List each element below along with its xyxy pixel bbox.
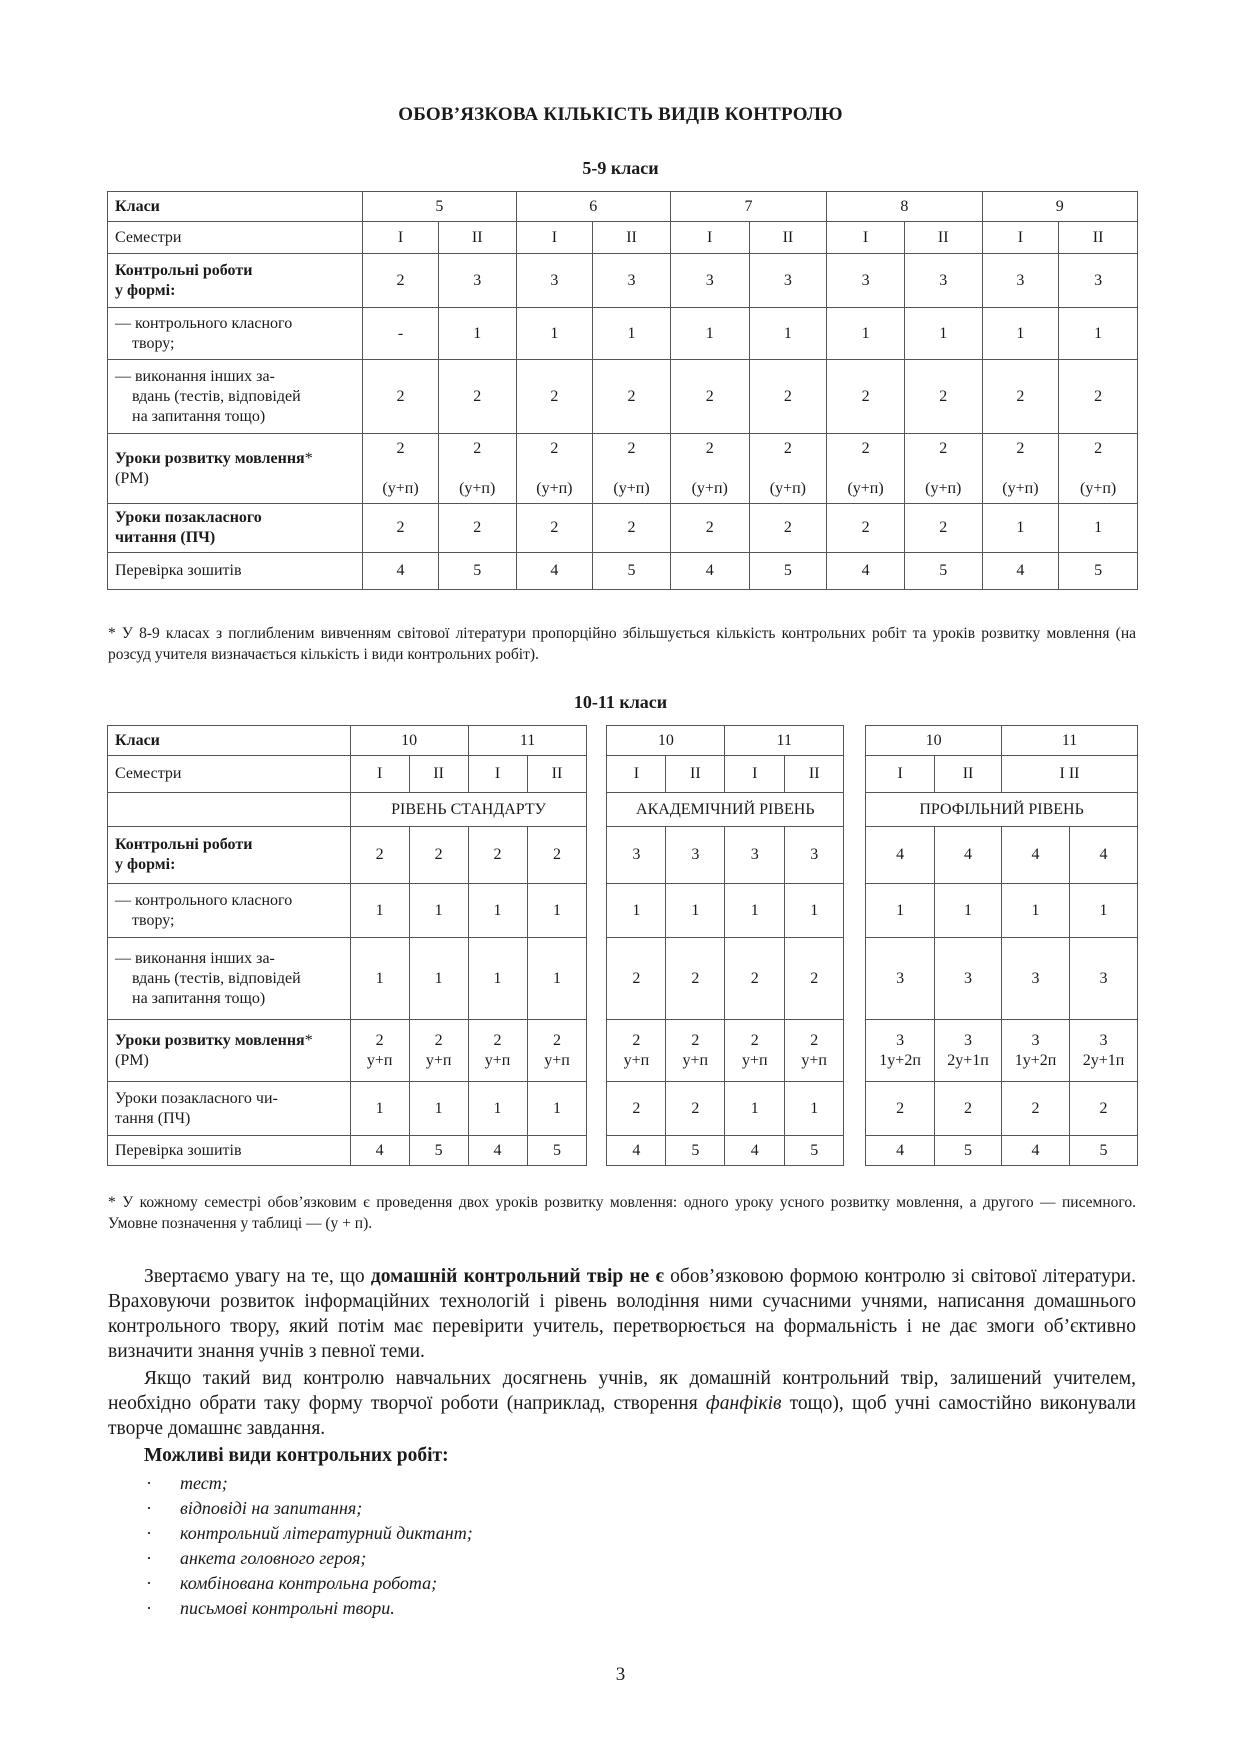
value-cell: 2 — [904, 504, 982, 553]
level-academic: АКАДЕМІЧНИЙ РІВЕНЬ — [607, 793, 844, 827]
column-gap — [587, 793, 607, 827]
value-cell: 2 (у+п) — [593, 434, 671, 504]
value-cell: 2 — [593, 504, 671, 553]
value-cell: 2 — [516, 360, 593, 434]
value-cell: 3 2у+1п — [935, 1020, 1002, 1082]
value-cell: 1 — [350, 938, 409, 1020]
value-cell: 3 — [866, 938, 935, 1020]
value-cell: 2 у+п — [468, 1020, 527, 1082]
table-row — [108, 1082, 1138, 1136]
value-cell: 1 — [785, 884, 844, 938]
semester-cell: II — [904, 222, 982, 254]
value-cell: 3 2у+1п — [1069, 1020, 1137, 1082]
table1-heading: 5-9 класи — [582, 158, 659, 178]
value-cell: 1 — [1002, 884, 1070, 938]
value-cell: 1 — [468, 1082, 527, 1136]
semester-cell: II — [409, 756, 468, 793]
value-cell: 4 — [468, 1136, 527, 1166]
value-cell: 2 — [749, 504, 827, 553]
table-row — [108, 1020, 1138, 1082]
bullet-icon: · — [146, 1523, 152, 1543]
row-label-pch: Уроки позакласного читання (ПЧ) — [108, 504, 363, 553]
semester-cell: I — [363, 222, 439, 254]
value-cell: 2 — [935, 1082, 1002, 1136]
row-label-pch: Уроки позакласного чи- тання (ПЧ) — [108, 1082, 351, 1136]
row-label-other: — виконання інших за- вдань (тестів, відповідей на запитання тощо) — [108, 360, 363, 434]
column-gap — [844, 884, 866, 938]
table-row — [108, 222, 1138, 254]
column-gap — [844, 1020, 866, 1082]
semester-cell: I — [827, 222, 905, 254]
value-cell: 2 у+п — [607, 1020, 666, 1082]
value-cell: 5 — [666, 1136, 725, 1166]
value-cell: 1 — [516, 308, 593, 360]
value-cell: 1 — [468, 884, 527, 938]
value-cell: 2 (у+п) — [827, 434, 905, 504]
class-cell: 8 — [827, 192, 982, 222]
value-cell: 3 1у+2п — [1002, 1020, 1070, 1082]
value-cell: 2 (у+п) — [904, 434, 982, 504]
semester-cell: II — [749, 222, 827, 254]
class-cell: 11 — [1002, 726, 1138, 756]
value-cell: 4 — [1002, 827, 1070, 884]
paragraph-homework-essay: Звертаємо увагу на те, що домашній контрольний твір не є обов’язковою формою контролю зі світової літератури. Враховуючи розвиток інформаційних технологій і рівень володіння ними сучасними учнями, написання домашнього контрольного твору, який потім має перевірити учитель, перетворюється на формальність і не дає змоги об’єктивно визначити знання учнів з певної теми. — [108, 1266, 1136, 1362]
semester-cell: II — [785, 756, 844, 793]
class-cell: 10 — [866, 726, 1002, 756]
value-cell: 3 — [935, 938, 1002, 1020]
semester-cell: II — [593, 222, 671, 254]
value-cell: 2 — [363, 504, 439, 553]
value-cell: 5 — [409, 1136, 468, 1166]
value-cell: 1 — [350, 1082, 409, 1136]
value-cell: 2 (у+п) — [438, 434, 516, 504]
value-cell: 1 — [666, 884, 725, 938]
table-row — [108, 827, 1138, 884]
value-cell: 2 (у+п) — [982, 434, 1059, 504]
value-cell: 2 — [827, 360, 905, 434]
list-item: · письмові контрольні твори. — [140, 1596, 473, 1621]
value-cell: 1 — [527, 938, 587, 1020]
column-gap — [587, 884, 607, 938]
value-cell: 5 — [438, 553, 516, 590]
value-cell: 4 — [866, 827, 935, 884]
table-row — [108, 1136, 1138, 1166]
table-grades-10-11 — [107, 725, 1138, 1166]
value-cell: 3 — [516, 254, 593, 308]
table-row — [108, 308, 1138, 360]
value-cell: 5 — [527, 1136, 587, 1166]
table-row — [108, 726, 1138, 756]
value-cell: 2 — [725, 938, 785, 1020]
row-label-classes: Класи — [108, 192, 363, 222]
value-cell: 1 — [749, 308, 827, 360]
bullet-icon: · — [146, 1498, 152, 1518]
value-cell: 2 у+п — [409, 1020, 468, 1082]
table-row — [108, 553, 1138, 590]
value-cell: 2 — [827, 504, 905, 553]
semester-cell: I II — [1002, 756, 1138, 793]
list-item: · тест; — [140, 1471, 473, 1496]
table-row — [108, 884, 1138, 938]
class-cell: 6 — [516, 192, 670, 222]
value-cell: 4 — [982, 553, 1059, 590]
column-gap — [844, 1082, 866, 1136]
column-gap — [587, 1136, 607, 1166]
table-row — [108, 434, 1138, 504]
value-cell: 2 — [666, 938, 725, 1020]
value-cell: 1 — [438, 308, 516, 360]
value-cell: 3 — [607, 827, 666, 884]
value-cell: 4 — [1002, 1136, 1070, 1166]
value-cell: 1 — [409, 1082, 468, 1136]
table-row — [108, 793, 1138, 827]
value-cell: 2 — [409, 827, 468, 884]
value-cell: 2 — [607, 938, 666, 1020]
table-row — [108, 254, 1138, 308]
semester-cell: I — [516, 222, 593, 254]
value-cell: 4 — [607, 1136, 666, 1166]
value-cell: 4 — [350, 1136, 409, 1166]
list-heading: Можливі види контрольних робіт: — [144, 1445, 449, 1466]
value-cell: 3 1у+2п — [866, 1020, 935, 1082]
value-cell: 2 — [363, 254, 439, 308]
value-cell: 2 — [438, 504, 516, 553]
semester-cell: I — [725, 756, 785, 793]
value-cell: 3 — [1069, 938, 1137, 1020]
row-label-semesters: Семестри — [108, 756, 351, 793]
value-cell: 1 — [785, 1082, 844, 1136]
list-item: · контрольний літературний диктант; — [140, 1521, 473, 1546]
value-cell: 4 — [1069, 827, 1137, 884]
value-cell: 2 (у+п) — [749, 434, 827, 504]
bullet-icon: · — [146, 1548, 152, 1568]
class-cell: 10 — [607, 726, 725, 756]
value-cell: 3 — [666, 827, 725, 884]
control-types-list — [140, 1471, 473, 1621]
value-cell: 4 — [827, 553, 905, 590]
value-cell: 5 — [593, 553, 671, 590]
class-cell: 10 — [350, 726, 468, 756]
list-item: · комбінована контрольна робота; — [140, 1571, 473, 1596]
bullet-icon: · — [146, 1573, 152, 1593]
row-label-essay: — контрольного класного твору; — [108, 308, 363, 360]
row-label-semesters: Семестри — [108, 222, 363, 254]
value-cell: 2 — [607, 1082, 666, 1136]
column-gap — [587, 756, 607, 793]
value-cell: 1 — [527, 1082, 587, 1136]
value-cell: 1 — [725, 1082, 785, 1136]
value-cell: 3 — [670, 254, 749, 308]
value-cell: 3 — [785, 827, 844, 884]
semester-cell: I — [866, 756, 935, 793]
value-cell: 1 — [1059, 504, 1138, 553]
semester-cell: I — [982, 222, 1059, 254]
table-row — [108, 192, 1138, 222]
value-cell: 2 — [982, 360, 1059, 434]
value-cell: 3 — [593, 254, 671, 308]
value-cell: 2 — [1069, 1082, 1137, 1136]
value-cell: 3 — [749, 254, 827, 308]
value-cell: 2 — [363, 360, 439, 434]
value-cell: 5 — [749, 553, 827, 590]
value-cell: 2 у+п — [527, 1020, 587, 1082]
value-cell: 4 — [670, 553, 749, 590]
empty-cell — [108, 793, 351, 827]
semester-cell: II — [527, 756, 587, 793]
row-label-other: — виконання інших за- вдань (тестів, відповідей на запитання тощо) — [108, 938, 351, 1020]
semester-cell: II — [1059, 222, 1138, 254]
value-cell: 2 — [350, 827, 409, 884]
row-label-control: Контрольні роботи у формі: — [108, 827, 351, 884]
value-cell: 2 — [670, 360, 749, 434]
row-label-notebooks: Перевірка зошитів — [108, 553, 363, 590]
class-cell: 7 — [670, 192, 826, 222]
bullet-icon: · — [146, 1598, 152, 1618]
column-gap — [587, 1020, 607, 1082]
value-cell: 2 у+п — [785, 1020, 844, 1082]
value-cell: 3 — [725, 827, 785, 884]
value-cell: 4 — [363, 553, 439, 590]
semester-cell: II — [438, 222, 516, 254]
level-standard: РІВЕНЬ СТАНДАРТУ — [350, 793, 587, 827]
value-cell: 2 (у+п) — [670, 434, 749, 504]
table2-heading: 10-11 класи — [573, 692, 668, 712]
table-row — [108, 756, 1138, 793]
column-gap — [844, 1136, 866, 1166]
column-gap — [844, 726, 866, 756]
class-cell: 5 — [363, 192, 516, 222]
semester-cell: II — [666, 756, 725, 793]
table1-footnote: * У 8-9 класах з поглибленим вивченням світової літератури пропорційно збільшується кількість контрольних робіт та уроків розвитку мовлення (на розсуд учителя визначається кількість і види контрольних робіт). — [108, 625, 1136, 663]
value-cell: 2 — [438, 360, 516, 434]
value-cell: 2 у+п — [666, 1020, 725, 1082]
value-cell: 2 — [749, 360, 827, 434]
semester-cell: II — [935, 756, 1002, 793]
value-cell: 2 у+п — [350, 1020, 409, 1082]
value-cell: 2 — [516, 504, 593, 553]
value-cell: 4 — [516, 553, 593, 590]
table-grades-5-9 — [107, 191, 1138, 590]
value-cell: 2 — [904, 360, 982, 434]
value-cell: 2 — [866, 1082, 935, 1136]
value-cell: 3 — [438, 254, 516, 308]
column-gap — [844, 827, 866, 884]
value-cell: 2 у+п — [725, 1020, 785, 1082]
value-cell: 2 (у+п) — [1059, 434, 1138, 504]
value-cell: 1 — [827, 308, 905, 360]
page-number: 3 — [615, 1664, 626, 1685]
paragraph-creative-task: Якщо такий вид контролю навчальних досягнень учнів, як домашній контрольний твір, залишений учителем, необхідно обрати таку форму творчої роботи (наприклад, створення фанфіків тощо), щоб учні самостійно виконували творче домашнє завдання. — [108, 1368, 1136, 1439]
table-row — [108, 938, 1138, 1020]
value-cell: 1 — [1059, 308, 1138, 360]
page-title: ОБОВ’ЯЗКОВА КІЛЬКІСТЬ ВИДІВ КОНТРОЛЮ — [398, 104, 843, 125]
value-cell: 1 — [982, 504, 1059, 553]
value-cell: - — [363, 308, 439, 360]
column-gap — [587, 827, 607, 884]
value-cell: 1 — [607, 884, 666, 938]
list-item: · анкета головного героя; — [140, 1546, 473, 1571]
value-cell: 1 — [935, 884, 1002, 938]
value-cell: 1 — [593, 308, 671, 360]
value-cell: 5 — [904, 553, 982, 590]
value-cell: 1 — [350, 884, 409, 938]
column-gap — [587, 1082, 607, 1136]
value-cell: 1 — [1069, 884, 1137, 938]
class-cell: 11 — [725, 726, 844, 756]
value-cell: 2 — [666, 1082, 725, 1136]
value-cell: 3 — [982, 254, 1059, 308]
bullet-icon: · — [146, 1473, 152, 1493]
value-cell: 3 — [904, 254, 982, 308]
value-cell: 2 — [1002, 1082, 1070, 1136]
column-gap — [844, 793, 866, 827]
semester-cell: I — [607, 756, 666, 793]
row-label-control: Контрольні роботи у формі: — [108, 254, 363, 308]
value-cell: 4 — [725, 1136, 785, 1166]
table-row — [108, 504, 1138, 553]
value-cell: 4 — [866, 1136, 935, 1166]
value-cell: 3 — [1059, 254, 1138, 308]
value-cell: 5 — [1059, 553, 1138, 590]
value-cell: 1 — [409, 938, 468, 1020]
value-cell: 2 — [527, 827, 587, 884]
value-cell: 1 — [725, 884, 785, 938]
table2-footnote: * У кожному семестрі обов’язковим є проведення двох уроків розвитку мовлення: одного уроку усного розвитку мовлення, а другого — писемного. Умовне позначення у таблиці — (у + п). — [108, 1194, 1136, 1232]
semester-cell: I — [468, 756, 527, 793]
value-cell: 2 — [670, 504, 749, 553]
class-cell: 9 — [982, 192, 1137, 222]
table-row — [108, 360, 1138, 434]
class-cell: 11 — [468, 726, 587, 756]
value-cell: 3 — [1002, 938, 1070, 1020]
value-cell: 1 — [468, 938, 527, 1020]
column-gap — [844, 756, 866, 793]
row-label-classes: Класи — [108, 726, 351, 756]
row-label-notebooks: Перевірка зошитів — [108, 1136, 351, 1166]
semester-cell: I — [350, 756, 409, 793]
value-cell: 5 — [785, 1136, 844, 1166]
value-cell: 2 — [468, 827, 527, 884]
value-cell: 1 — [904, 308, 982, 360]
column-gap — [587, 726, 607, 756]
column-gap — [587, 938, 607, 1020]
value-cell: 2 — [785, 938, 844, 1020]
column-gap — [844, 938, 866, 1020]
semester-cell: I — [670, 222, 749, 254]
value-cell: 5 — [935, 1136, 1002, 1166]
value-cell: 1 — [670, 308, 749, 360]
value-cell: 1 — [982, 308, 1059, 360]
value-cell: 5 — [1069, 1136, 1137, 1166]
level-profile: ПРОФІЛЬНИЙ РІВЕНЬ — [866, 793, 1138, 827]
value-cell: 4 — [935, 827, 1002, 884]
value-cell: 2 (у+п) — [516, 434, 593, 504]
list-item: · відповіді на запитання; — [140, 1496, 473, 1521]
row-label-rm: Уроки розвитку мовлення* (РМ) — [108, 434, 363, 504]
value-cell: 3 — [827, 254, 905, 308]
row-label-rm: Уроки розвитку мовлення* (РМ) — [108, 1020, 351, 1082]
value-cell: 1 — [409, 884, 468, 938]
value-cell: 2 — [593, 360, 671, 434]
value-cell: 2 (у+п) — [363, 434, 439, 504]
value-cell: 1 — [527, 884, 587, 938]
value-cell: 2 — [1059, 360, 1138, 434]
row-label-essay: — контрольного класного твору; — [108, 884, 351, 938]
value-cell: 1 — [866, 884, 935, 938]
